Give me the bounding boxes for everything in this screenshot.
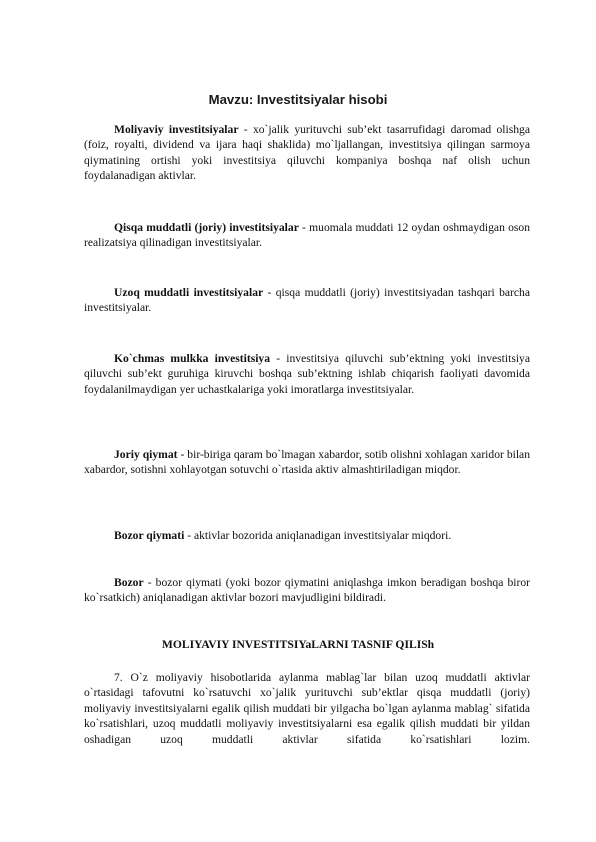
paragraph-market-value [84, 528, 530, 543]
definition: - investitsiya qiluvchi sub’ektning yoki investitsiya qiluvchi sub’ekt guruhiga kiruvchi boshqa sub’ektning ishlab chiqarish faoliyati davomida foydalanilmaydigan yer uchastkalariga yoki imoratlarga investitsiyalar. [84, 352, 530, 396]
definition: - bozor qiymati (yoki bozor qiymatini aniqlashga imkon beradigan boshqa biror ko`rsatkich) aniqlanadigan aktivlar bozori mavjudligini bildiradi. [84, 576, 530, 605]
term: Ko`chmas mulkka investitsiya [114, 352, 271, 365]
paragraph-current-value [84, 447, 530, 478]
definition: - muomala muddati 12 oydan oshmaydigan oson realizatsiya qilinadigan investitsiyalar. [84, 221, 530, 250]
section-heading: MOLIYAVIY INVESTITSIYaLARNI TASNIF QILISh [161, 638, 435, 651]
paragraph-market [84, 575, 530, 606]
definition: - aktivlar bozorida aniqlanadigan investitsiyalar miqdori. [184, 529, 452, 542]
term: Bozor [114, 576, 144, 589]
paragraph-short-term-investments [84, 220, 530, 251]
definition: - qisqa muddatli (joriy) investitsiyadan tashqari barcha investitsiyalar. [84, 286, 531, 315]
paragraph-long-term-investments [84, 285, 530, 316]
term: Bozor qiymati [114, 529, 185, 542]
definition: - bir-biriga qaram bo`lmagan xabardor, sotib olishni xohlagan xaridor bilan xabardor, sotishni xohlayotgan sotuvchi o`rtasida aktiv almashtiriladigan miqdor. [84, 448, 531, 477]
term: Moliyaviy investitsiyalar [114, 123, 239, 136]
definition: - xo`jalik yurituvchi sub’ekt tasarrufidagi daromad olishga (foiz, royalti, dividend va ijara haqi shaklida) mo`ljallangan, investitsiya qilingan sarmoya qiymatining ortishi yoki investitsiya qiluvchi kompaniya boshqa naf olish uchun foydalanadigan aktivlar. [84, 123, 530, 183]
term: Joriy qiymat [114, 448, 178, 461]
section-paragraph: 7. O`z moliyaviy hisobotlarida aylanma mablag`lar bilan uzoq muddatli aktivlar o`rtasidagi tafovutni ko`rsatuvchi xo`jalik yurituvchi sub’ektlar qisqa muddatli (joriy) moliyaviy investitsiyalarni egalik qilish muddati bir yilgacha bo`lgan aylanma mablag` sifatida ko`rsatishlari, uzoq muddatli moliyaviy investitsiyalarni esa egalik qilish muddati bir yildan oshadigan uzoq muddatli aktivlar sifatida ko`rsatishlari lozim. [84, 671, 530, 746]
paragraph-financial-investments [84, 122, 530, 184]
term: Qisqa muddatli (joriy) investitsiyalar [114, 221, 299, 234]
paragraph-real-estate-investment [84, 351, 530, 397]
document-title: Mavzu: Investitsiyalar hisobi [208, 92, 388, 107]
term: Uzoq muddatli investitsiyalar [114, 286, 264, 299]
